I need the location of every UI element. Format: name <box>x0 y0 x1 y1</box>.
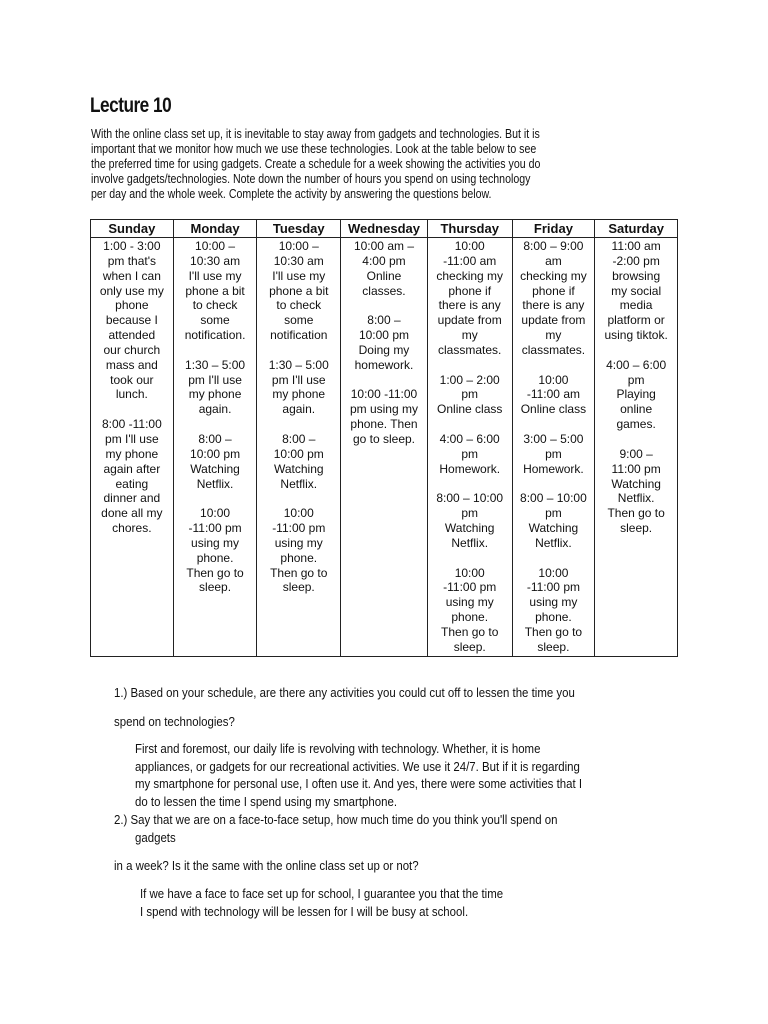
lecture-title: Lecture 10 <box>90 94 172 117</box>
header-monday: Monday <box>173 220 257 238</box>
question-2-line-3: in a week? Is it the same with the online class set up or not? <box>114 858 419 873</box>
cell-sunday <box>91 238 174 657</box>
question-1-line-2: spend on technologies? <box>114 714 235 729</box>
cell-monday <box>173 238 257 657</box>
answer-2 <box>140 885 503 920</box>
answer-2-line: If we have a face to face set up for school, I guarantee you that the time <box>140 886 504 901</box>
table-header-row <box>91 220 678 238</box>
cell-thursday-text: 10:00 -11:00 am checking my phone if there is any update from my classmates. 1:00 – 2:00 pm Online class 4:00 – 6:00 pm Homework. 8:00 – 10:00 pm Watching Netflix. 10:00 -11:00 pm using my phone. Then go to sleep. <box>436 239 504 654</box>
answer-1-line: my smartphone for personal use, I often use it. And yes, there were some activities that I <box>135 776 583 792</box>
intro-line: the preferred time for using gadgets. Create a schedule for a week showing the activities you do <box>91 156 541 171</box>
intro-paragraph <box>91 126 678 201</box>
cell-tuesday <box>257 238 341 657</box>
answer-1-line: appliances, or gadgets for our recreational activities. We use it 24/7. But if it is regarding <box>135 758 580 774</box>
intro-line: important that we monitor how much we use these technologies. Look at the table below to see <box>91 141 537 156</box>
table-row <box>91 238 678 657</box>
header-sunday: Sunday <box>91 220 174 238</box>
cell-wednesday <box>341 238 428 657</box>
header-tuesday: Tuesday <box>257 220 341 238</box>
cell-wednesday-text: 10:00 am – 4:00 pm Online classes. 8:00 – 10:00 pm Doing my homework. 10:00 -11:00 pm using my phone. Then go to sleep. <box>349 239 418 446</box>
cell-thursday <box>427 238 512 657</box>
answer-2-line: I spend with technology will be lessen for I will be busy at school. <box>140 903 469 919</box>
cell-friday-text: 8:00 – 9:00 am checking my phone if there is any update from my classmates. 10:00 -11:00 am Online class 3:00 – 5:00 pm Homework. 8:00 – 10:00 pm Watching Netflix. 10:00 -11:00 pm using my phone. Then go to sleep. <box>520 239 587 654</box>
answer-1-line: do to lessen the time I spend using my smartphone. <box>135 793 397 809</box>
header-wednesday: Wednesday <box>341 220 428 238</box>
cell-sunday-text: 1:00 - 3:00 pm that's when I can only use my phone because I attended our church mass and took our lunch. 8:00 -11:00 pm I'll use my phone again after eating dinner and done all my chores. <box>99 239 164 536</box>
header-friday: Friday <box>512 220 595 238</box>
cell-friday <box>512 238 595 657</box>
header-thursday: Thursday <box>427 220 512 238</box>
cell-tuesday-text: 10:00 – 10:30 am I'll use my phone a bit to check some notification 1:30 – 5:00 pm I'll use my phone again. 8:00 – 10:00 pm Watching Netflix. 10:00 -11:00 pm using my phone. Then go to sleep. <box>268 239 329 595</box>
cell-saturday-text: 11:00 am -2:00 pm browsing my social media platform or using tiktok. 4:00 – 6:00 pm Playing online games. 9:00 – 11:00 pm Watching Netflix. Then go to sleep. <box>604 239 668 536</box>
intro-line: With the online class set up, it is inevitable to stay away from gadgets and technologies. But it is <box>91 126 540 141</box>
weekly-schedule-table <box>90 219 678 657</box>
answer-1 <box>135 740 582 810</box>
intro-line: per day and the whole week. Complete the activity by answering the questions below. <box>91 186 492 201</box>
question-1-line-1: 1.) Based on your schedule, are there any activities you could cut off to lessen the time you <box>114 685 575 700</box>
answer-1-line: First and foremost, our daily life is revolving with technology. Whether, it is home <box>135 741 541 756</box>
question-2-line-1: 2.) Say that we are on a face-to-face setup, how much time do you think you'll spend on <box>114 812 558 827</box>
question-2-line-2: gadgets <box>135 830 176 845</box>
intro-line: involve gadgets/technologies. Note down the number of hours you spend on using technology <box>91 171 531 186</box>
cell-saturday <box>595 238 678 657</box>
cell-monday-text: 10:00 – 10:30 am I'll use my phone a bit to check some notification. 1:30 – 5:00 pm I'll use my phone again. 8:00 – 10:00 pm Watching Netflix. 10:00 -11:00 pm using my phone. Then go to sleep. <box>184 239 246 595</box>
header-saturday: Saturday <box>595 220 678 238</box>
